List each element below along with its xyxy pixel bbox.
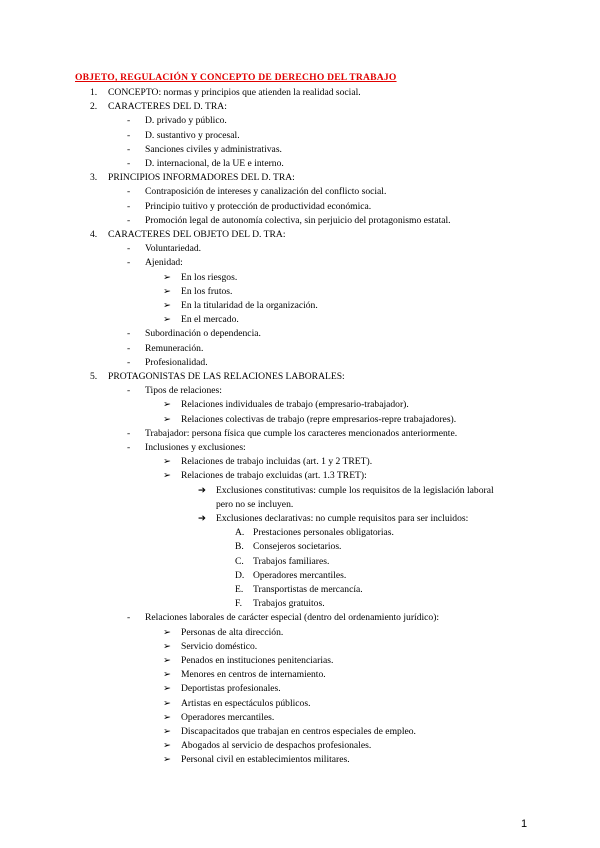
list-marker: ➢ xyxy=(163,669,172,681)
list-item-text: Exclusiones constitutivas: cumple los requisitos de la legislación laboral xyxy=(216,484,494,496)
list-marker: F. xyxy=(235,598,242,610)
list-item-text: Ajenidad: xyxy=(145,257,183,269)
list-item-text: Relaciones de trabajo excluidas (art. 1.3 TRET): xyxy=(181,470,367,482)
list-marker: - xyxy=(127,186,131,198)
list-item-text: CARACTERES DEL D. TRA: xyxy=(108,101,227,113)
list-marker: A. xyxy=(235,527,245,539)
list-item-text: En la titularidad de la organización. xyxy=(181,300,318,311)
list-marker: ➢ xyxy=(163,683,172,695)
list-item-text: Inclusiones y exclusiones: xyxy=(145,442,246,453)
list-item-text: Tipos de relaciones: xyxy=(145,385,222,397)
document-title: OBJETO, REGULACIÓN Y CONCEPTO DE DERECHO DEL TRABAJO xyxy=(75,72,397,83)
list-marker: D. xyxy=(235,569,245,581)
list-marker: - xyxy=(127,328,131,340)
list-item-text: Abogados al servicio de despachos profesionales. xyxy=(181,740,372,752)
list-marker: ➢ xyxy=(163,697,172,709)
list-marker: ➢ xyxy=(163,711,172,723)
list-item-text: Penados en instituciones penitenciarias. xyxy=(181,655,334,666)
list-item-text: Principio tuitivo y protección de productividad económica. xyxy=(145,200,372,212)
list-item-text: D. internacional, de la UE e interno. xyxy=(145,158,284,169)
list-item-text: Remuneración. xyxy=(145,342,204,354)
list-marker: ➢ xyxy=(163,413,172,425)
list-marker: 1. xyxy=(90,87,98,98)
list-marker: ➢ xyxy=(163,470,172,482)
list-item-text: CARACTERES DEL OBJETO DEL D. TRA: xyxy=(108,229,286,240)
list-marker: E. xyxy=(235,584,244,595)
list-marker: 4. xyxy=(90,229,98,240)
list-marker: ➢ xyxy=(163,655,172,666)
list-item-text: Relaciones colectivas de trabajo (repre empresarios-repre trabajadores). xyxy=(181,413,457,425)
list-item-text: Servicio doméstico. xyxy=(181,640,258,652)
list-item-text: Personas de alta dirección. xyxy=(181,626,284,638)
list-item-text: D. privado y público. xyxy=(145,115,227,127)
list-marker: ➢ xyxy=(163,726,172,737)
list-item-text: Trabajos gratuitos. xyxy=(253,598,325,610)
list-marker: - xyxy=(127,342,131,354)
list-marker: - xyxy=(127,200,131,212)
list-marker: - xyxy=(127,612,131,624)
list-marker: ➢ xyxy=(163,754,172,766)
list-marker: - xyxy=(127,356,131,368)
list-item-text: Discapacitados que trabajan en centros especiales de empleo. xyxy=(181,726,416,737)
list-item-text: Sanciones civiles y administrativas. xyxy=(145,143,282,155)
list-item-text: Trabajos familiares. xyxy=(253,555,330,567)
list-item-text: Prestaciones personales obligatorias. xyxy=(253,527,394,539)
list-marker: ➢ xyxy=(163,640,172,652)
list-marker: - xyxy=(127,385,131,397)
list-item-text: Relaciones laborales de carácter especial (dentro del ordenamiento jurídico): xyxy=(145,612,440,624)
list-marker: 5. xyxy=(90,371,98,382)
list-marker: ➢ xyxy=(163,285,172,297)
list-item-text: Consejeros societarios. xyxy=(253,541,342,553)
list-marker: ➢ xyxy=(163,271,172,283)
list-marker: - xyxy=(127,442,131,453)
list-item-text: En los frutos. xyxy=(181,285,233,297)
list-marker: - xyxy=(127,257,131,269)
list-item-text: Relaciones de trabajo incluidas (art. 1 y 2 TRET). xyxy=(181,456,373,468)
list-marker: - xyxy=(127,214,131,226)
list-marker: ➢ xyxy=(163,399,172,411)
list-item-text: Contraposición de intereses y canalización del conflicto social. xyxy=(145,186,387,198)
list-marker: ➔ xyxy=(198,513,207,524)
list-item-text: Menores en centros de internamiento. xyxy=(181,669,326,681)
list-marker: ➢ xyxy=(163,740,172,752)
list-marker: ➢ xyxy=(163,626,172,638)
list-marker: B. xyxy=(235,541,244,553)
list-item-text: Operadores mercantiles. xyxy=(253,569,347,581)
list-item-text: PROTAGONISTAS DE LAS RELACIONES LABORALES: xyxy=(108,371,345,382)
list-item-text: Promoción legal de autonomía colectiva, sin perjuicio del protagonismo estatal. xyxy=(145,214,451,226)
list-marker: - xyxy=(127,158,131,169)
list-marker: - xyxy=(127,427,131,439)
list-marker: - xyxy=(127,243,131,255)
list-marker: - xyxy=(127,115,131,127)
list-marker: 2. xyxy=(90,101,98,113)
list-marker: C. xyxy=(235,555,244,567)
list-marker: ➢ xyxy=(163,300,172,311)
list-item-text: Voluntariedad. xyxy=(145,243,202,255)
list-item-text: En el mercado. xyxy=(181,314,239,326)
list-item-text: PRINCIPIOS INFORMADORES DEL D. TRA: xyxy=(108,172,295,184)
list-item-text: Operadores mercantiles. xyxy=(181,711,275,723)
list-marker: - xyxy=(127,129,131,141)
list-item-text: Exclusiones declarativas: no cumple requisitos para ser incluidos: xyxy=(216,513,469,524)
list-marker: - xyxy=(127,143,131,155)
list-item-text: En los riesgos. xyxy=(181,271,238,283)
list-marker: ➢ xyxy=(163,314,172,326)
list-item-text: Subordinación o dependencia. xyxy=(145,328,261,340)
list-item-text: Profesionalidad. xyxy=(145,356,208,368)
list-item-text: Transportistas de mercancía. xyxy=(253,584,363,595)
page-number: 1 xyxy=(521,818,528,830)
list-item-text: pero no se incluyen. xyxy=(216,498,294,510)
list-item-text: Trabajador: persona física que cumple los caracteres mencionados anteriormente. xyxy=(145,427,458,439)
list-marker: ➔ xyxy=(198,484,207,496)
list-item-text: Artistas en espectáculos públicos. xyxy=(181,697,311,709)
list-item-text: Relaciones individuales de trabajo (empresario-trabajador). xyxy=(181,399,409,411)
list-item-text: Deportistas profesionales. xyxy=(181,683,281,695)
list-item-text: CONCEPTO: normas y principios que atienden la realidad social. xyxy=(108,87,361,98)
list-item-text: Personal civil en establecimientos militares. xyxy=(181,754,350,766)
list-marker: ➢ xyxy=(163,456,172,468)
list-marker: 3. xyxy=(90,172,98,184)
list-item-text: D. sustantivo y procesal. xyxy=(145,129,240,141)
